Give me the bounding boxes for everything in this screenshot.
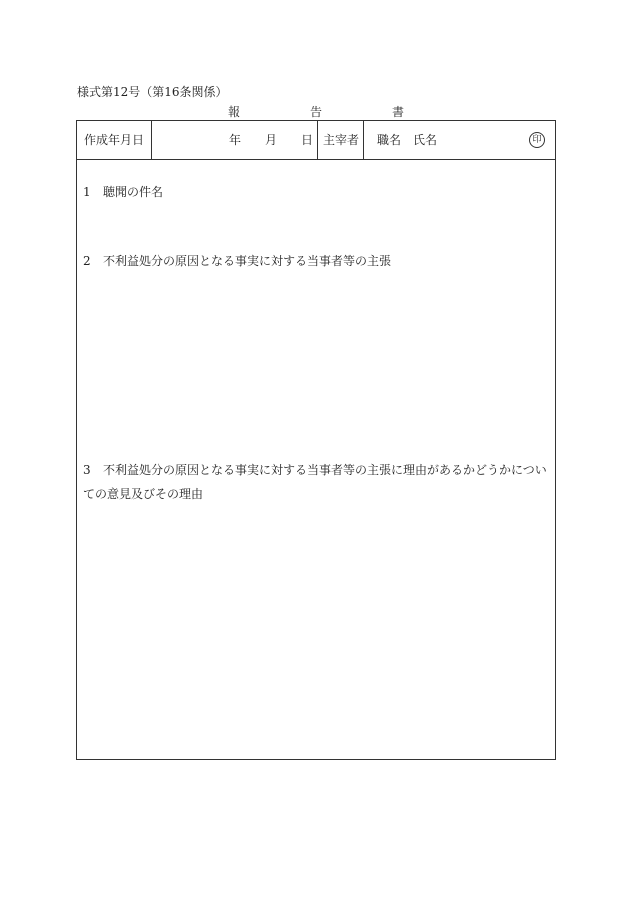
title-char-3: 書 — [392, 105, 405, 119]
chair-label: 主宰者 — [323, 133, 360, 147]
item-number: 2 — [83, 254, 91, 268]
divider — [151, 121, 152, 159]
divider — [317, 121, 318, 159]
item-number: 3 — [83, 463, 91, 477]
title-char-1: 報 — [228, 105, 241, 119]
year-label: 年 — [229, 133, 242, 147]
item-3 — [83, 461, 547, 478]
item-1 — [83, 183, 163, 200]
item-2 — [83, 252, 391, 269]
divider — [363, 121, 364, 159]
title-char-2: 告 — [310, 105, 323, 119]
position-label: 職名 — [377, 133, 402, 147]
report-frame — [76, 120, 556, 760]
item-text: 不利益処分の原因となる事実に対する当事者等の主張に理由があるかどうかについ — [103, 463, 547, 477]
form-number-label: 様式第12号（第16条関係） — [77, 85, 228, 99]
item-3-continuation: ての意見及びその理由 — [83, 487, 204, 501]
seal-mark: 印 — [529, 132, 545, 148]
name-label: 氏名 — [413, 133, 438, 147]
header-row — [77, 121, 555, 160]
item-number: 1 — [83, 185, 91, 199]
date-label: 作成年月日 — [84, 133, 145, 147]
item-text: 不利益処分の原因となる事実に対する当事者等の主張 — [103, 254, 392, 268]
month-label: 月 — [265, 133, 278, 147]
day-label: 日 — [301, 133, 314, 147]
item-text: 聴聞の件名 — [103, 185, 164, 199]
